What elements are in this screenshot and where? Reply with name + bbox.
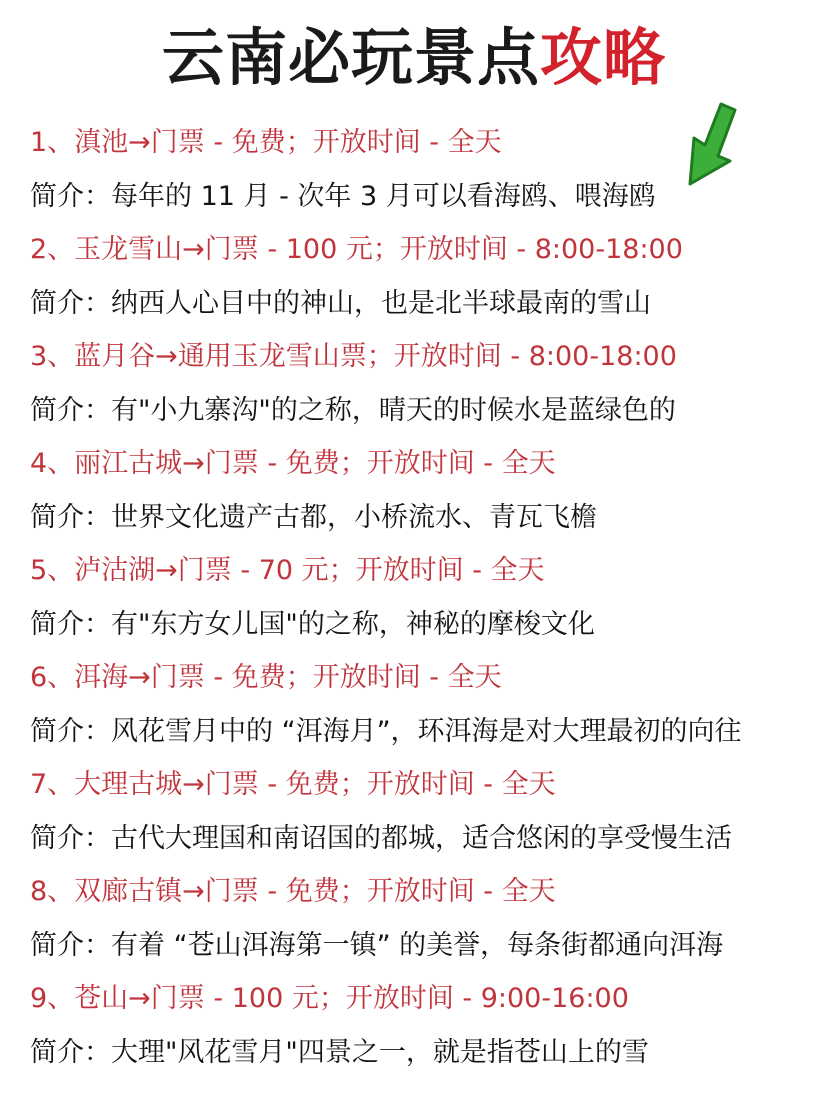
attraction-intro: 简介：有"小九寨沟"的之称，晴天的时候水是蓝绿色的 [30,394,676,426]
page-title [0,20,828,96]
attraction-heading: 3、蓝月谷→通用玉龙雪山票；开放时间 - 8:00-18:00 [30,341,677,372]
title-main: 云南必玩景点 [161,21,540,94]
attraction-item [30,972,820,1079]
attraction-intro: 简介：世界文化遗产古都，小桥流水、青瓦飞檐 [30,501,597,533]
attraction-heading: 2、玉龙雪山→门票 - 100 元；开放时间 - 8:00-18:00 [30,234,683,265]
attraction-item [30,865,820,972]
attraction-heading: 9、苍山→门票 - 100 元；开放时间 - 9:00-16:00 [30,983,629,1014]
attraction-intro: 简介：有"东方女儿国"的之称，神秘的摩梭文化 [30,608,595,640]
attraction-heading: 4、丽江古城→门票 - 免费；开放时间 - 全天 [30,448,556,479]
attraction-intro: 简介：有着 “苍山洱海第一镇” 的美誉，每条街都通向洱海 [30,929,724,961]
attraction-heading: 5、泸沽湖→门票 - 70 元；开放时间 - 全天 [30,555,545,586]
attraction-item [30,116,820,223]
attraction-intro: 简介：风花雪月中的 “洱海月”，环洱海是对大理最初的向往 [30,715,742,747]
attraction-heading: 8、双廊古镇→门票 - 免费；开放时间 - 全天 [30,876,556,907]
attraction-intro: 简介：每年的 11 月 - 次年 3 月可以看海鸥、喂海鸥 [30,180,656,212]
attraction-list [30,116,820,1079]
attraction-item [30,758,820,865]
attraction-item [30,330,820,437]
attraction-heading: 7、大理古城→门票 - 免费；开放时间 - 全天 [30,769,556,800]
attraction-intro: 简介：纳西人心目中的神山，也是北半球最南的雪山 [30,287,651,319]
attraction-item [30,651,820,758]
attraction-intro: 简介：大理"风花雪月"四景之一，就是指苍山上的雪 [30,1036,649,1068]
attraction-heading: 6、洱海→门票 - 免费；开放时间 - 全天 [30,662,502,693]
attraction-item [30,437,820,544]
attraction-intro: 简介：古代大理国和南诏国的都城，适合悠闲的享受慢生活 [30,822,732,854]
attraction-item [30,544,820,651]
title-accent: 攻略 [540,21,667,94]
attraction-heading: 1、滇池→门票 - 免费；开放时间 - 全天 [30,127,502,158]
attraction-item [30,223,820,330]
